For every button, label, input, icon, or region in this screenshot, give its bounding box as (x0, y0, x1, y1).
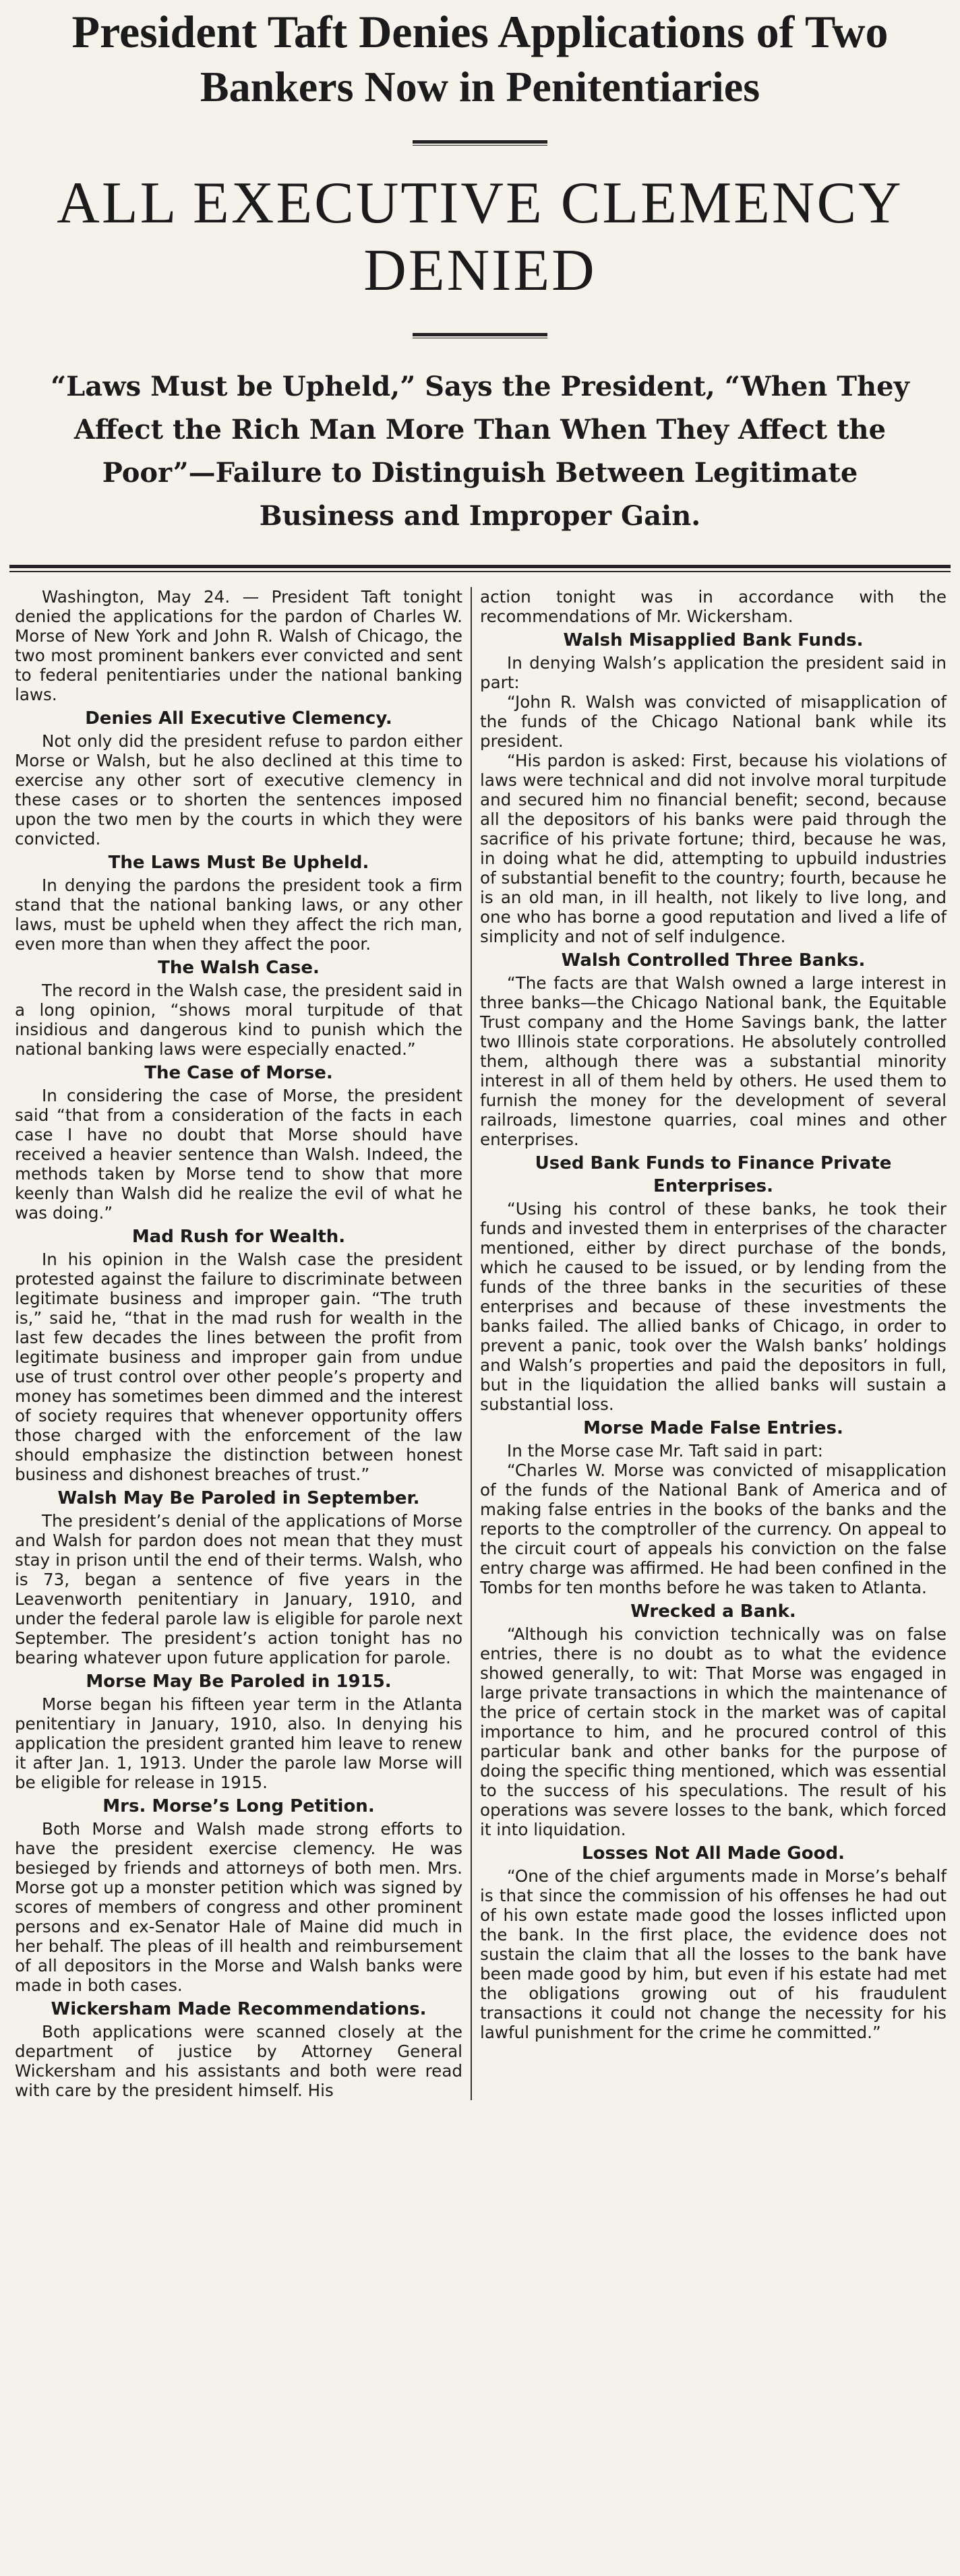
subdeck: “Laws Must be Upheld,” Says the President, “When They Affect the Rich Man More Than When They Affect the Poor”—Failure to Distinguish Between Legitimate Business and Improper Gain. (51, 371, 909, 532)
section-divider (9, 565, 951, 572)
headline-line-2: Bankers Now in Penitentiaries (200, 63, 760, 111)
paragraph: “Although his conviction technically was on false entries, there is no doubt as to what the evidence showed generally, to wit: That Morse was engaged in large private transactions in which the maintenance of the price of certain stock in the market was of capital importance to him, and he procured control of this particular bank and other banks for the purpose of doing the specific thing mentioned, which was essential to the success of his speculations. The result of his operations was severe losses to the bank, which forced it into liquidation. (480, 1624, 947, 1839)
paragraph: Both applications were scanned closely at the department of justice by Attorney General Wickersham and his assistants and both were read with care by the president himself. His (15, 2022, 462, 2100)
subheading: Losses Not All Made Good. (582, 1843, 845, 1864)
subheading: Used Bank Funds to Finance Private Enterprises. (535, 1153, 892, 1196)
paragraph: “His pardon is asked: First, because his violations of laws were technical and did not involve moral turpitude and secured him no financial benefit; second, because all the depositors of his banks were paid through the sacrifice of his private fortune; third, because he was, in doing what he did, attempting to upbuild industries of substantial benefit to the country; fourth, because he is an old man, in ill health, not likely to live long, and one who has borne a good reputation and lived a life of simplicity and not of self indulgence. (480, 751, 947, 946)
right-column (471, 587, 951, 2100)
paragraph: In the Morse case Mr. Taft said in part: (507, 1441, 823, 1461)
deck-headline: ALL EXECUTIVE CLEMENCY DENIED (57, 171, 903, 303)
paragraph: The president’s denial of the applications of Morse and Walsh for pardon does not mean that they must stay in prison until the end of their terms. Walsh, who is 73, began a sentence of five years in the Leavenworth penitentiary in January, 1910, and under the federal parole law is eligible for parole next September. The president’s action tonight has no bearing whatever upon future application for parole. (15, 1511, 462, 1667)
paragraph: “The facts are that Walsh owned a large interest in three banks—the Chicago National bank, the Equitable Trust company and the Home Savings bank, the latter two Illinois state corporations. He absolutely controlled them, although there was a substantial minority interest in all of them held by others. He used them to furnish the money for the development of several railroads, limestone quarries, coal mines and other enterprises. (480, 973, 947, 1149)
subheading: Wrecked a Bank. (630, 1601, 796, 1622)
paragraph: “John R. Walsh was convicted of misapplication of the funds of the Chicago National bank while its president. (480, 692, 947, 751)
paragraph: “Charles W. Morse was convicted of misapplication of the funds of the National Bank of America and of making false entries in the books of the banks and the reports to the comptroller of the currency. On appeal to the circuit court of appeals his conviction on the false entry charge was affirmed. He had been confined in the Tombs for ten months before he was taken to Atlanta. (480, 1461, 947, 1597)
paragraph: Not only did the president refuse to pardon either Morse or Walsh, but he also declined at this time to exercise any other sort of executive clemency in these cases or to shorten the sentences imposed upon the two men by the courts in which they were convicted. (15, 731, 462, 849)
paragraph: In his opinion in the Walsh case the president protested against the failure to discriminate between legitimate business and improper gain. “The truth is,” said he, “that in the mad rush for wealth in the last few decades the lines between the profit from legitimate business and improper gain from undue use of trust control over other people’s property and money has sometimes been dimmed and the interest of society requires that whenever opportunity offers those charged with the enforcement of the law should emphasize the distinction between honest business and dishonest breaches of trust.” (15, 1250, 462, 1484)
subheading: Wickersham Made Recommendations. (51, 1999, 427, 2019)
paragraph: The record in the Walsh case, the president said in a long opinion, “shows moral turpitude of that insidious and dangerous kind to punish which the national banking laws were especially enacted.” (15, 981, 462, 1059)
paragraph: In denying Walsh’s application the president said in part: (480, 653, 947, 692)
subheading: The Laws Must Be Upheld. (108, 853, 369, 873)
left-column (9, 587, 471, 2100)
paragraph: action tonight was in accordance with the recommendations of Mr. Wickersham. (480, 587, 947, 626)
subheading: Morse May Be Paroled in 1915. (86, 1672, 392, 1692)
subheading: Denies All Executive Clemency. (85, 708, 392, 729)
decorative-rule-top (413, 140, 547, 146)
subheading: Walsh Misapplied Bank Funds. (563, 630, 864, 650)
paragraph: Washington, May 24. — President Taft tonight denied the applications for the pardon of Charles W. Morse of New York and John R. Walsh of Chicago, the two most prominent bankers ever convicted and sent to federal penitentiaries under the national banking laws. (15, 587, 462, 704)
subheading: Walsh Controlled Three Banks. (561, 950, 866, 971)
paragraph: Morse began his fifteen year term in the Atlanta penitentiary in January, 1910, also. In denying his application the president granted him leave to renew it after Jan. 1, 1913. Under the parole law Morse will be eligible for release in 1915. (15, 1694, 462, 1792)
subheading: The Case of Morse. (144, 1063, 333, 1083)
paragraph: In considering the case of Morse, the president said “that from a consideration of the facts in each case I have no doubt that Morse should have received a heavier sentence than Walsh. Indeed, the methods taken by Morse tend to show that more keenly than Walsh did he realize the evil of what he was doing.” (15, 1086, 462, 1223)
subheading: Morse Made False Entries. (583, 1418, 843, 1438)
paragraph: Both Morse and Walsh made strong efforts to have the president exercise clemency. He was besieged by friends and attorneys of both men. Mrs. Morse got up a monster petition which was signed by scores of members of congress and other prominent persons and ex-Senator Hale of Maine did much in her behalf. The pleas of ill health and reimbursement of all depositors in the Morse and Walsh banks were made in both cases. (15, 1819, 462, 1995)
headline-line-1: President Taft Denies Applications of Two (71, 6, 889, 57)
subheading: The Walsh Case. (158, 958, 320, 978)
subheading: Walsh May Be Paroled in September. (57, 1488, 420, 1508)
paragraph: “One of the chief arguments made in Morse’s behalf is that since the commission of his offenses he had out of his own estate made good the losses inflicted upon the bank. In the first place, the evidence does not sustain the claim that all the losses to the bank have been made good by him, but even if his estate had met the obligations growing out of his fraudulent transactions it could not change the necessity for his lawful punishment for the crime he committed.” (480, 1866, 947, 2042)
decorative-rule-bottom (413, 333, 547, 338)
subheading: Mad Rush for Wealth. (131, 1227, 346, 1247)
paragraph: In denying the pardons the president took a firm stand that the national banking laws, or any other laws, must be upheld when they affect the rich man, even more than when they affect the poor. (15, 876, 462, 954)
article-columns (9, 587, 951, 2100)
paragraph: “Using his control of these banks, he took their funds and invested them in enterprises of the character mentioned, either by direct purchase of the bonds, which he caused to be issued, or by lending from the funds of the three banks in the securities of these enterprises and because of these investments the banks failed. The allied banks of Chicago, in order to prevent a panic, took over the Walsh banks’ holdings and Walsh’s properties and paid the depositors in full, but in the liquidation the allied banks will sustain a substantial loss. (480, 1199, 947, 1414)
subheading: Mrs. Morse’s Long Petition. (102, 1796, 375, 1816)
